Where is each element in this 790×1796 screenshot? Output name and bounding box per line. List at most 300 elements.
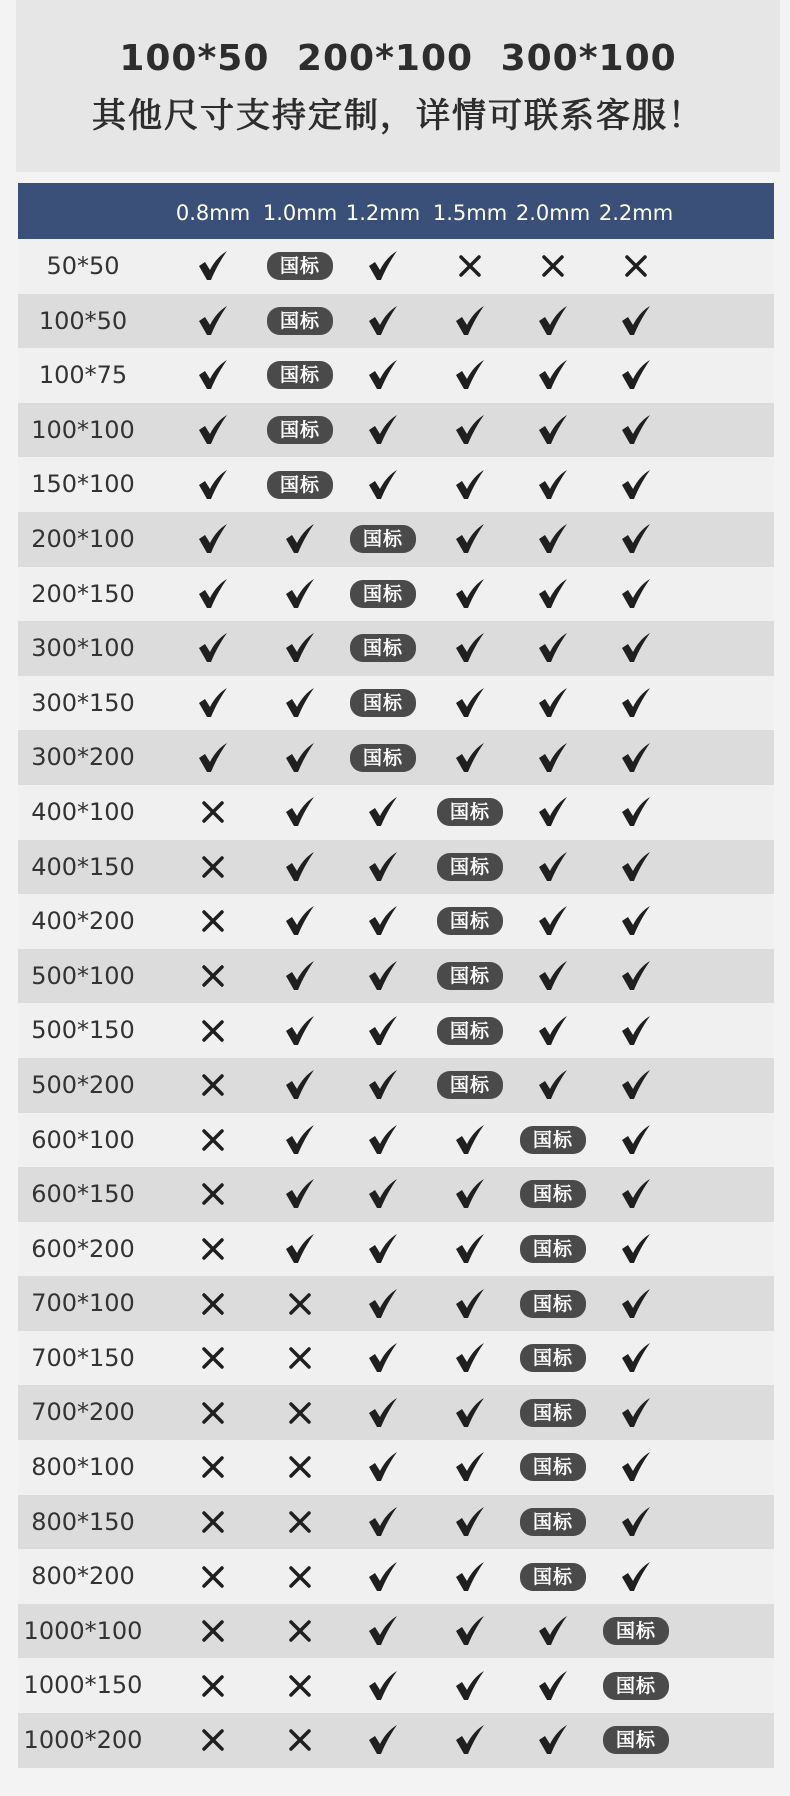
table-cell: [163, 1604, 263, 1659]
size-label: 300*100: [31, 634, 135, 663]
size-label: 800*150: [31, 1507, 135, 1536]
table-row: [18, 1549, 774, 1604]
check-icon: [196, 686, 230, 720]
size-label: 100*100: [31, 415, 135, 444]
table-row: [18, 621, 774, 676]
table-cell: [163, 949, 263, 1004]
standard-badge: 国标: [603, 1672, 669, 1700]
check-icon: [283, 904, 317, 938]
check-icon: [366, 959, 400, 993]
table-row: [18, 894, 774, 949]
table-cell: [333, 785, 433, 840]
cross-icon: [200, 1072, 226, 1098]
cross-icon: [287, 1454, 313, 1480]
table-cell: [163, 676, 263, 731]
standard-badge: 国标: [520, 1399, 586, 1427]
header-banner: [16, 0, 780, 172]
size-label: 1000*200: [23, 1726, 143, 1755]
cross-icon: [200, 1127, 226, 1153]
cross-icon: [287, 1673, 313, 1699]
table-row: [18, 1113, 774, 1168]
size-label: 200*100: [31, 524, 135, 553]
check-icon: [283, 1177, 317, 1211]
check-icon: [536, 1014, 570, 1048]
cross-icon: [200, 854, 226, 880]
check-icon: [453, 577, 487, 611]
cross-icon: [287, 1727, 313, 1753]
check-icon: [619, 468, 653, 502]
size-label: 50*50: [46, 252, 120, 280]
table-cell: [333, 1167, 433, 1222]
table-cell: [586, 1331, 686, 1386]
check-icon: [536, 686, 570, 720]
table-cell: [333, 512, 433, 567]
cross-icon: [200, 1564, 226, 1590]
table-cell: [163, 1331, 263, 1386]
standard-badge: 国标: [603, 1726, 669, 1754]
table-cell: [163, 294, 263, 349]
table-cell: [333, 676, 433, 731]
cross-icon: [200, 1454, 226, 1480]
cross-icon: [200, 1018, 226, 1044]
table-cell: [586, 621, 686, 676]
check-icon: [366, 249, 400, 283]
check-icon: [283, 631, 317, 665]
check-icon: [283, 1068, 317, 1102]
table-cell: [586, 1495, 686, 1550]
check-icon: [536, 631, 570, 665]
check-icon: [453, 1560, 487, 1594]
table-row: [18, 840, 774, 895]
check-icon: [619, 413, 653, 447]
table-row: [18, 512, 774, 567]
table-cell: [586, 512, 686, 567]
size-label: 700*150: [31, 1343, 135, 1372]
table-cell: [333, 1276, 433, 1331]
standard-badge: 国标: [520, 1290, 586, 1318]
check-icon: [283, 741, 317, 775]
table-cell: [163, 1276, 263, 1331]
table-row: [18, 1495, 774, 1550]
standard-badge: 国标: [267, 361, 333, 389]
size-label: 600*100: [31, 1125, 135, 1154]
check-icon: [453, 358, 487, 392]
column-header: 1.5mm: [432, 201, 508, 225]
check-icon: [536, 1723, 570, 1757]
table-cell: [163, 1003, 263, 1058]
standard-badge: 国标: [267, 471, 333, 499]
check-icon: [619, 304, 653, 338]
size-label: 500*200: [31, 1070, 135, 1099]
check-icon: [619, 1505, 653, 1539]
table-cell: [163, 1167, 263, 1222]
check-icon: [453, 1396, 487, 1430]
standard-badge: 国标: [350, 580, 416, 608]
check-icon: [536, 522, 570, 556]
table-cell: [163, 239, 263, 294]
check-icon: [366, 1614, 400, 1648]
cross-icon: [287, 1345, 313, 1371]
standard-badge: 国标: [267, 416, 333, 444]
check-icon: [619, 1068, 653, 1102]
table-cell: [333, 457, 433, 512]
check-icon: [536, 1614, 570, 1648]
table-cell: [333, 294, 433, 349]
standard-badge: 国标: [267, 252, 333, 280]
check-icon: [366, 795, 400, 829]
cross-icon: [287, 1400, 313, 1426]
check-icon: [619, 1232, 653, 1266]
standard-badge: 国标: [520, 1508, 586, 1536]
check-icon: [283, 795, 317, 829]
check-icon: [283, 686, 317, 720]
check-icon: [619, 1287, 653, 1321]
table-row: [18, 1385, 774, 1440]
check-icon: [196, 577, 230, 611]
table-cell: [586, 1713, 686, 1768]
size-label: 600*200: [31, 1234, 135, 1263]
table-cell: [163, 730, 263, 785]
table-cell: [586, 1003, 686, 1058]
cross-icon: [287, 1509, 313, 1535]
check-icon: [536, 413, 570, 447]
table-row: [18, 403, 774, 458]
table-cell: [333, 621, 433, 676]
check-icon: [536, 959, 570, 993]
check-icon: [619, 795, 653, 829]
table-cell: [333, 1658, 433, 1713]
table-cell: [586, 1604, 686, 1659]
table-cell: [163, 785, 263, 840]
standard-badge: 国标: [350, 689, 416, 717]
size-label: 800*100: [31, 1453, 135, 1482]
table-cell: [163, 894, 263, 949]
check-icon: [536, 795, 570, 829]
table-cell: [333, 1440, 433, 1495]
check-icon: [619, 522, 653, 556]
size-label: 100*75: [38, 361, 128, 390]
check-icon: [283, 959, 317, 993]
column-header: 1.0mm: [262, 201, 338, 225]
check-icon: [619, 904, 653, 938]
table-cell: [163, 1385, 263, 1440]
table-cell: [333, 1604, 433, 1659]
table-row: [18, 1167, 774, 1222]
check-icon: [536, 904, 570, 938]
check-icon: [619, 1123, 653, 1157]
check-icon: [453, 631, 487, 665]
table-cell: [333, 730, 433, 785]
table-cell: [586, 403, 686, 458]
table-cell: [163, 1058, 263, 1113]
check-icon: [196, 631, 230, 665]
standard-badge: 国标: [267, 307, 333, 335]
table-cell: [586, 457, 686, 512]
check-icon: [283, 577, 317, 611]
table-row: [18, 1222, 774, 1277]
column-header: 2.0mm: [515, 201, 591, 225]
cross-icon: [200, 1400, 226, 1426]
table-cell: [586, 1440, 686, 1495]
check-icon: [619, 1014, 653, 1048]
check-icon: [619, 358, 653, 392]
check-icon: [453, 1723, 487, 1757]
table-cell: [333, 1495, 433, 1550]
check-icon: [619, 741, 653, 775]
cross-icon: [200, 1509, 226, 1535]
table-cell: [333, 1058, 433, 1113]
size-label: 800*200: [31, 1562, 135, 1591]
table-row: [18, 785, 774, 840]
check-icon: [453, 741, 487, 775]
size-label: 300*150: [31, 688, 135, 717]
table-cell: [586, 567, 686, 622]
standard-badge: 国标: [520, 1180, 586, 1208]
check-icon: [453, 686, 487, 720]
check-icon: [366, 1287, 400, 1321]
check-icon: [453, 1505, 487, 1539]
table-row: [18, 1440, 774, 1495]
table-cell: [163, 1495, 263, 1550]
standard-badge: 国标: [437, 907, 503, 935]
table-cell: [163, 1658, 263, 1713]
table-cell: [163, 1113, 263, 1168]
thickness-size-table: [18, 183, 774, 1768]
cross-icon: [200, 1181, 226, 1207]
check-icon: [453, 522, 487, 556]
check-icon: [366, 1177, 400, 1211]
check-icon: [283, 1014, 317, 1048]
table-cell: [163, 403, 263, 458]
table-cell: [586, 1276, 686, 1331]
standard-badge: 国标: [350, 634, 416, 662]
check-icon: [196, 522, 230, 556]
check-icon: [196, 304, 230, 338]
standard-badge: 国标: [520, 1126, 586, 1154]
size-label: 600*150: [31, 1180, 135, 1209]
check-icon: [619, 1177, 653, 1211]
size-label: 1000*100: [23, 1616, 143, 1645]
check-icon: [366, 1723, 400, 1757]
table-cell: [333, 1003, 433, 1058]
check-icon: [453, 1232, 487, 1266]
table-cell: [586, 1385, 686, 1440]
table-row: [18, 348, 774, 403]
table-cell: [333, 1385, 433, 1440]
table-cell: [586, 294, 686, 349]
cross-icon: [200, 963, 226, 989]
check-icon: [366, 413, 400, 447]
cross-icon: [200, 1673, 226, 1699]
table-cell: [586, 894, 686, 949]
check-icon: [453, 1177, 487, 1211]
standard-badge: 国标: [437, 1017, 503, 1045]
table-cell: [586, 1549, 686, 1604]
table-cell: [333, 949, 433, 1004]
check-icon: [366, 1450, 400, 1484]
cross-icon: [200, 1727, 226, 1753]
table-cell: [163, 1222, 263, 1277]
table-cell: [333, 567, 433, 622]
table-row: [18, 949, 774, 1004]
column-header: 0.8mm: [175, 201, 251, 225]
table-cell: [586, 1167, 686, 1222]
check-icon: [366, 304, 400, 338]
size-label: 100*50: [38, 306, 128, 335]
check-icon: [196, 413, 230, 447]
table-row: [18, 1058, 774, 1113]
cross-icon: [457, 253, 483, 279]
standard-badge: 国标: [520, 1453, 586, 1481]
standard-badge: 国标: [350, 744, 416, 772]
check-icon: [366, 850, 400, 884]
size-label: 400*200: [31, 907, 135, 936]
check-icon: [283, 1123, 317, 1157]
table-cell: [586, 840, 686, 895]
table-row: [18, 1604, 774, 1659]
check-icon: [536, 577, 570, 611]
check-icon: [366, 1560, 400, 1594]
table-row: [18, 457, 774, 512]
table-cell: [163, 840, 263, 895]
check-icon: [536, 304, 570, 338]
table-cell: [586, 949, 686, 1004]
check-icon: [366, 1014, 400, 1048]
table-row: [18, 567, 774, 622]
check-icon: [536, 1669, 570, 1703]
standard-badge: 国标: [437, 798, 503, 826]
size-label: 400*100: [31, 797, 135, 826]
header-sizes-line: 100*50 200*100 300*100: [119, 38, 677, 79]
check-icon: [196, 468, 230, 502]
cross-icon: [200, 1618, 226, 1644]
header-custom-note: 其他尺寸支持定制，详情可联系客服！: [92, 96, 704, 136]
table-row: [18, 1713, 774, 1768]
check-icon: [366, 1232, 400, 1266]
standard-badge: 国标: [520, 1563, 586, 1591]
check-icon: [196, 741, 230, 775]
standard-badge: 国标: [520, 1344, 586, 1372]
table-row: [18, 1331, 774, 1386]
check-icon: [453, 1669, 487, 1703]
cross-icon: [287, 1291, 313, 1317]
check-icon: [453, 304, 487, 338]
table-body: [18, 239, 774, 1768]
table-cell: [333, 403, 433, 458]
cross-icon: [540, 253, 566, 279]
check-icon: [536, 358, 570, 392]
table-row: [18, 1003, 774, 1058]
table-cell: [586, 239, 686, 294]
check-icon: [453, 1123, 487, 1157]
check-icon: [283, 850, 317, 884]
table-cell: [163, 567, 263, 622]
check-icon: [619, 1341, 653, 1375]
table-cell: [163, 348, 263, 403]
table-cell: [333, 239, 433, 294]
standard-badge: 国标: [437, 1071, 503, 1099]
table-cell: [586, 1222, 686, 1277]
table-cell: [163, 621, 263, 676]
table-cell: [586, 785, 686, 840]
check-icon: [453, 1614, 487, 1648]
size-label: 700*200: [31, 1398, 135, 1427]
check-icon: [619, 1450, 653, 1484]
size-label: 200*150: [31, 579, 135, 608]
check-icon: [196, 249, 230, 283]
standard-badge: 国标: [350, 525, 416, 553]
check-icon: [536, 741, 570, 775]
check-icon: [619, 577, 653, 611]
table-cell: [586, 1113, 686, 1168]
check-icon: [366, 1068, 400, 1102]
check-icon: [453, 1341, 487, 1375]
table-row: [18, 1658, 774, 1713]
cross-icon: [200, 1345, 226, 1371]
check-icon: [283, 1232, 317, 1266]
check-icon: [619, 1560, 653, 1594]
size-label: 1000*150: [23, 1671, 143, 1700]
check-icon: [619, 850, 653, 884]
size-label: 700*100: [31, 1289, 135, 1318]
standard-badge: 国标: [520, 1235, 586, 1263]
table-cell: [333, 1549, 433, 1604]
check-icon: [366, 1396, 400, 1430]
check-icon: [366, 358, 400, 392]
check-icon: [283, 522, 317, 556]
table-cell: [333, 348, 433, 403]
check-icon: [366, 1341, 400, 1375]
check-icon: [366, 1505, 400, 1539]
table-cell: [586, 348, 686, 403]
check-icon: [453, 413, 487, 447]
check-icon: [536, 850, 570, 884]
cross-icon: [200, 908, 226, 934]
table-cell: [333, 1113, 433, 1168]
check-icon: [453, 1450, 487, 1484]
table-row: [18, 676, 774, 731]
column-header: 2.2mm: [598, 201, 674, 225]
size-label: 300*200: [31, 743, 135, 772]
table-row: [18, 1276, 774, 1331]
cross-icon: [623, 253, 649, 279]
cross-icon: [200, 1236, 226, 1262]
standard-badge: 国标: [437, 853, 503, 881]
check-icon: [366, 1669, 400, 1703]
table-cell: [163, 1713, 263, 1768]
check-icon: [366, 904, 400, 938]
table-cell: [333, 894, 433, 949]
check-icon: [619, 631, 653, 665]
table-cell: [163, 1549, 263, 1604]
cross-icon: [200, 1291, 226, 1317]
table-cell: [333, 840, 433, 895]
size-label: 150*100: [31, 470, 135, 499]
table-cell: [586, 730, 686, 785]
table-cell: [333, 1713, 433, 1768]
table-cell: [163, 1440, 263, 1495]
check-icon: [619, 959, 653, 993]
table-row: [18, 730, 774, 785]
size-label: 400*150: [31, 852, 135, 881]
standard-badge: 国标: [437, 962, 503, 990]
check-icon: [196, 358, 230, 392]
cross-icon: [287, 1618, 313, 1644]
check-icon: [536, 1068, 570, 1102]
check-icon: [366, 1123, 400, 1157]
check-icon: [619, 686, 653, 720]
check-icon: [453, 1287, 487, 1321]
